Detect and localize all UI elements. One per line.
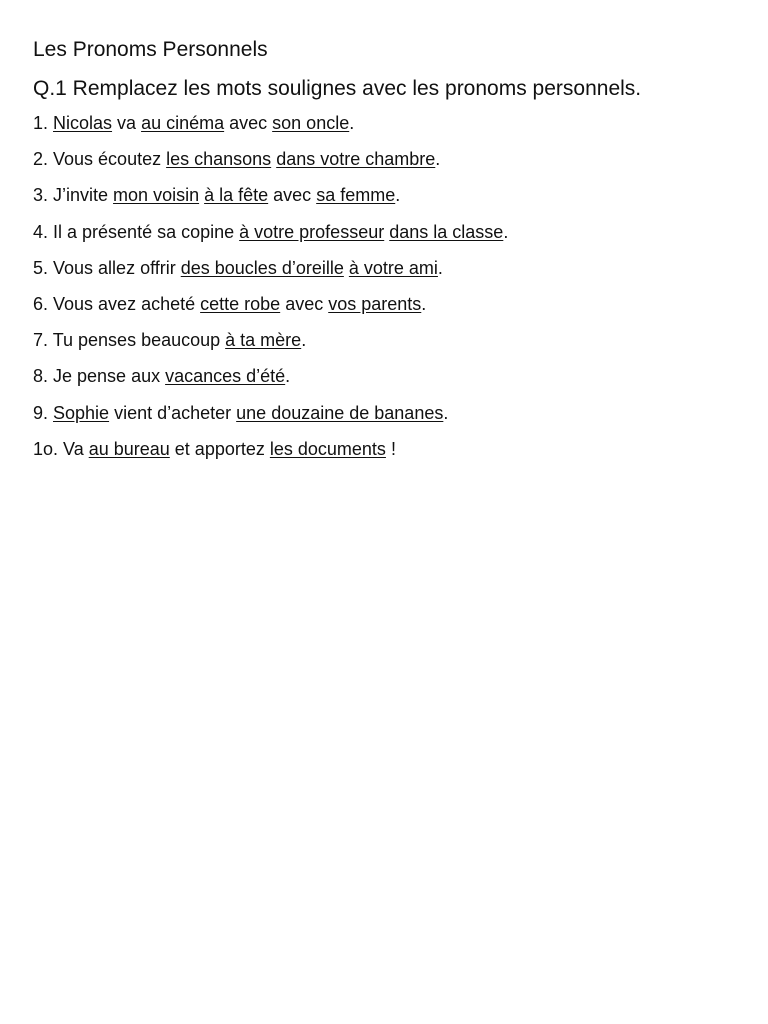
underlined-phrase: au bureau: [88, 438, 170, 459]
underlined-phrase: Sophie: [53, 402, 110, 423]
sentence-text: .: [443, 402, 449, 423]
underlined-phrase: des boucles d’oreille: [180, 257, 344, 278]
underlined-phrase: son oncle: [272, 113, 350, 133]
sentence-text: !: [385, 438, 396, 459]
underlined-phrase: au cinéma: [141, 113, 225, 133]
question-heading: Q.1 Remplacez les mots soulignes avec les pronoms personnels.: [33, 77, 642, 100]
sentence-text: avec: [268, 185, 317, 206]
sentence-text: 8. Je pense aux: [33, 366, 166, 387]
sentence-text: .: [349, 113, 355, 133]
sentence-text: 9.: [33, 402, 54, 423]
exercise-item: [33, 147, 748, 171]
underlined-phrase: vos parents: [328, 293, 422, 314]
sentence-text: .: [437, 257, 443, 278]
sentence-text: va: [112, 113, 142, 133]
underlined-phrase: cette robe: [200, 293, 281, 314]
exercise-item: [33, 111, 748, 135]
sentence-text: vient d’acheter: [109, 402, 237, 423]
underlined-phrase: mon voisin: [113, 185, 200, 206]
sentence-text: 4. Il a présenté sa copine: [33, 221, 240, 242]
exercise-list: [33, 111, 748, 461]
sentence-text: 5. Vous allez offrir: [33, 257, 181, 278]
sentence-text: .: [435, 149, 441, 170]
document-page: [33, 36, 748, 473]
underlined-phrase: Nicolas: [53, 113, 113, 133]
underlined-phrase: à la fête: [204, 185, 269, 206]
exercise-item: [33, 437, 748, 461]
sentence-text: 2. Vous écoutez: [33, 149, 167, 170]
exercise-item: [33, 364, 748, 388]
exercise-item: [33, 292, 748, 316]
sentence-text: .: [421, 293, 427, 314]
underlined-phrase: à votre professeur: [239, 221, 385, 242]
sentence-text: 7. Tu penses beaucoup: [33, 330, 226, 351]
sentence-text: 1o. Va: [33, 438, 89, 459]
underlined-phrase: une douzaine de bananes: [236, 402, 444, 423]
exercise-item: [33, 220, 748, 244]
underlined-phrase: dans la classe: [389, 221, 504, 242]
underlined-phrase: dans votre chambre: [276, 149, 436, 170]
sentence-text: avec: [280, 293, 329, 314]
underlined-phrase: sa femme: [316, 185, 396, 206]
sentence-text: 3. J’invite: [33, 185, 114, 206]
sentence-text: 6. Vous avez acheté: [33, 293, 201, 314]
sentence-text: .: [503, 221, 509, 242]
exercise-item: [33, 183, 748, 207]
sentence-text: 1.: [33, 113, 54, 133]
sentence-text: .: [395, 185, 401, 206]
sentence-text: et apportez: [169, 438, 270, 459]
document-title: Les Pronoms Personnels: [33, 38, 268, 61]
underlined-phrase: à votre ami: [348, 257, 438, 278]
underlined-phrase: les documents: [269, 438, 386, 459]
underlined-phrase: vacances d’été: [165, 366, 286, 387]
underlined-phrase: les chansons: [166, 149, 272, 170]
underlined-phrase: à ta mère: [225, 330, 302, 351]
exercise-item: [33, 328, 748, 352]
exercise-item: [33, 401, 748, 425]
sentence-text: .: [301, 330, 307, 351]
sentence-text: .: [285, 366, 291, 387]
exercise-item: [33, 256, 748, 280]
sentence-text: avec: [224, 113, 273, 133]
